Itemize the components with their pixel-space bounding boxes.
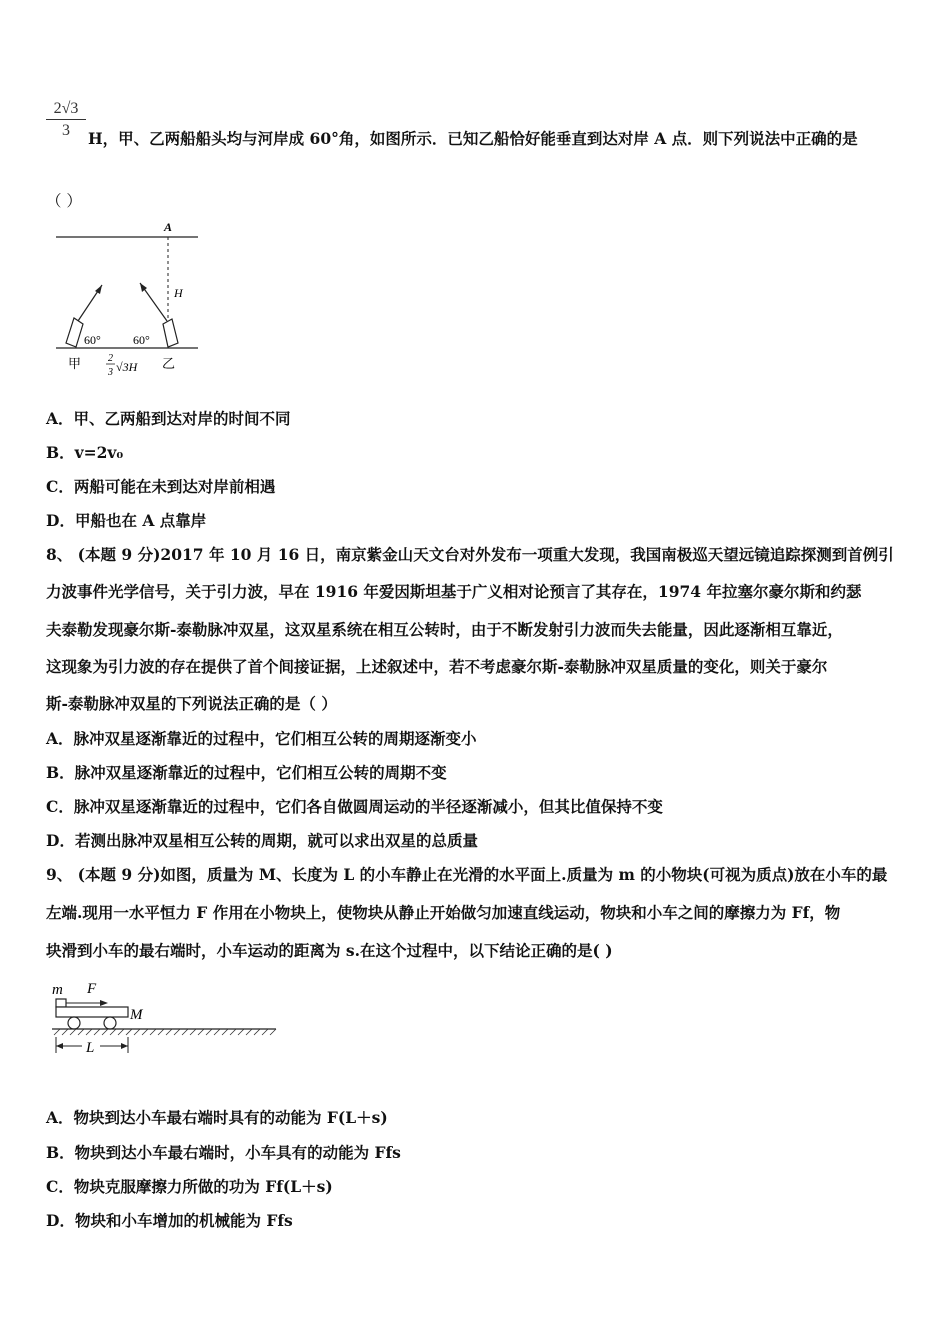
q9-option-d: D．物块和小车增加的机械能为 Ffs — [46, 1211, 293, 1230]
q8-option-d: D．若测出脉冲双星相互公转的周期，就可以求出双星的总质量 — [46, 831, 478, 850]
fraction-2-root3-over-3 — [46, 100, 86, 140]
q8-option-c: C．脉冲双星逐渐靠近的过程中，它们各自做圆周运动的半径逐渐减小，但其比值保持不变 — [46, 797, 663, 816]
label-H: H — [174, 286, 183, 300]
fraction-denominator: 3 — [62, 122, 70, 139]
cart-board — [56, 1007, 128, 1017]
block-m — [56, 999, 66, 1007]
ground-hatching — [54, 1029, 276, 1035]
label-jia: 甲 — [68, 357, 82, 372]
dist-num: 2 — [108, 353, 113, 364]
q7-stem-line: H，甲、乙两船船头均与河岸成 60°角，如图所示．已知乙船恰好能垂直到达对岸 A 点．则下列说法中正确的是 — [88, 129, 858, 148]
q7-option-b: B．v=2v₀ — [46, 443, 124, 462]
angle-label-jia: 60° — [84, 333, 101, 347]
label-yi: 乙 — [162, 357, 176, 372]
q9-cart-figure — [48, 975, 283, 1060]
q8-stem-line-5: 斯-泰勒脉冲双星的下列说法正确的是（ ） — [46, 694, 337, 713]
q7-option-a: A．甲、乙两船到达对岸的时间不同 — [46, 409, 291, 428]
label-F: F — [87, 981, 97, 997]
wheel-left — [68, 1017, 80, 1029]
dist-den: 3 — [108, 367, 113, 378]
q8-stem-line-1: 8、 (本题 9 分)2017 年 10 月 16 日，南京紫金山天文台对外发布一项重大发现，我国南极巡天望远镜追踪探测到首例引 — [46, 545, 894, 564]
q9-option-a: A．物块到达小车最右端时具有的动能为 F(L＋s) — [46, 1108, 388, 1127]
q8-option-b: B．脉冲双星逐渐靠近的过程中，它们相互公转的周期不变 — [46, 763, 447, 782]
angle-label-yi: 60° — [133, 333, 150, 347]
q8-stem-line-4: 这现象为引力波的存在提供了首个间接证据，上述叙述中，若不考虑豪尔斯-泰勒脉冲双星质量的变化，则关于豪尔 — [46, 657, 828, 676]
fraction-numerator: 2√3 — [46, 100, 86, 120]
force-arrow — [100, 1000, 108, 1006]
q8-stem-line-3: 夫泰勒发现豪尔斯-泰勒脉冲双星，这双星系统在相互公转时，由于不断发射引力波而失去能量，因此逐渐相互靠近， — [46, 620, 843, 639]
dist-tail: √3H — [116, 360, 138, 374]
q7-option-c: C．两船可能在未到达对岸前相遇 — [46, 477, 276, 496]
label-M: M — [130, 1007, 143, 1023]
q7-river-figure — [50, 215, 205, 385]
wheel-right — [104, 1017, 116, 1029]
label-L: L — [86, 1040, 95, 1056]
q9-option-b: B．物块到达小车最右端时，小车具有的动能为 Ffs — [46, 1143, 401, 1162]
q8-option-a: A．脉冲双星逐渐靠近的过程中，它们相互公转的周期逐渐变小 — [46, 729, 477, 748]
q9-stem-line-2: 左端.现用一水平恒力 F 作用在小物块上，使物块从静止开始做匀加速直线运动，物块和小车之间的摩擦力为 Ff，物 — [46, 903, 841, 922]
label-m: m — [52, 982, 63, 998]
q7-answer-paren: （ ） — [46, 192, 82, 210]
q9-stem-line-3: 块滑到小车的最右端时，小车运动的距离为 s.在这个过程中，以下结论正确的是( ) — [46, 941, 613, 960]
q8-stem-line-2: 力波事件光学信号，关于引力波，早在 1916 年爱因斯坦基于广义相对论预言了其存在，1974 年拉塞尔豪尔斯和约瑟 — [46, 582, 862, 601]
q9-option-c: C．物块克服摩擦力所做的功为 Ff(L＋s) — [46, 1177, 333, 1196]
label-A: A — [164, 220, 173, 234]
q7-option-d: D．甲船也在 A 点靠岸 — [46, 511, 207, 530]
q9-stem-line-1: 9、 (本题 9 分)如图，质量为 M、长度为 L 的小车静止在光滑的水平面上.质量为 m 的小物块(可视为质点)放在小车的最 — [46, 865, 888, 884]
